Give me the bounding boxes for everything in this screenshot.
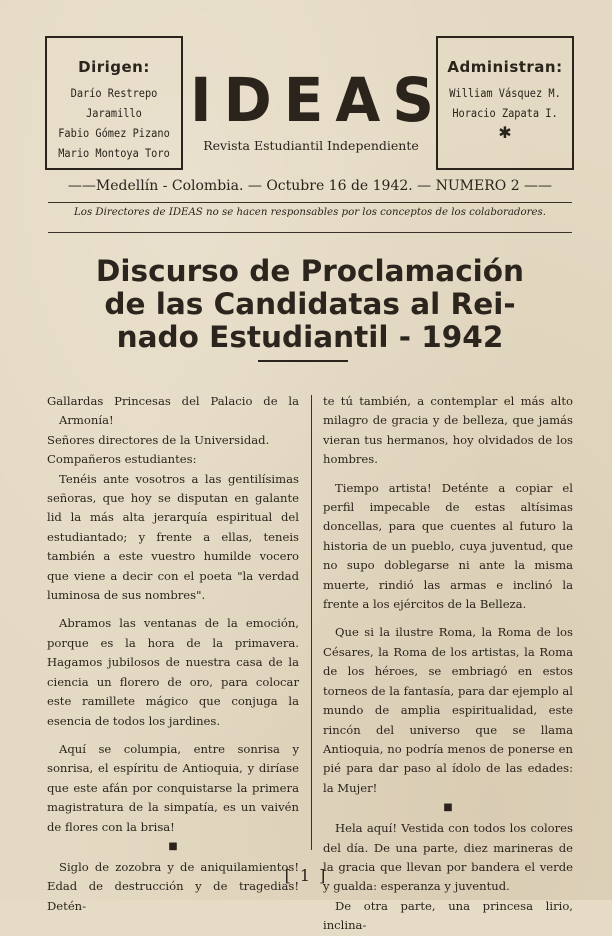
directors-names	[52, 84, 175, 164]
paragraph: Que si la ilustre Roma, la Roma de los Césares, la Roma de los artistas, la Roma de los héroes, se embriagó en estos torneos de la fantasía, para dar ejemplo al mundo de amplia espiritualidad, este rincón del universo que se llama Antioquia, no podría menos de ponerse en pié para dar paso al ídolo de las edades: la Mujer!	[323, 625, 573, 795]
paragraph: Aquí se columpia, entre sonrisa y sonrisa, el espíritu de Antioquia, y diríase que este afán por conquistarse la primera magistratura de la simpatía, es un vaivén de flores con la brisa!	[47, 741, 299, 834]
paragraph: Señores directores de la Universidad.	[47, 432, 270, 447]
section-marker-icon: ■	[168, 840, 178, 852]
magazine-logo: IDEAS	[190, 64, 447, 136]
directors-box	[45, 36, 183, 170]
administrators-title: Administran:	[447, 58, 563, 76]
headline-line: nado Estudiantil - 1942	[116, 320, 504, 354]
page-number: [ 1 ]	[284, 866, 328, 885]
paragraph: te tú también, a contemplar el más alto milagro de gracia y de belleza, que jamás vieran tus hermanos, hoy olvidados de los hombres.	[323, 394, 573, 467]
paragraph: Abramos las ventanas de la emoción, porque es la hora de la primavera. Hagamos jubilosos de nuestra casa de la ciencia un florero de oro, para colocar este ramillete mágico que conjuga la esencia de todos los jardines.	[47, 616, 299, 728]
article-column-right	[323, 392, 573, 936]
director-name: Mario Montoya Toro	[58, 147, 170, 160]
dateline: ——Medellín - Colombia. — Octubre 16 de 1942. — NUMERO 2 ——	[67, 178, 553, 194]
article-column-left	[47, 392, 299, 916]
headline-underline	[258, 360, 348, 362]
magazine-subtitle: Revista Estudiantil Independiente	[203, 138, 419, 153]
column-divider	[311, 395, 312, 850]
paragraph: Compañeros estudiantes:	[47, 452, 197, 467]
section-marker-icon: ■	[443, 802, 453, 814]
director-name: Darío Restrepo Jaramillo	[70, 87, 158, 120]
editorial-disclaimer: Los Directores de IDEAS no se hacen responsables por los conceptos de los colaboradores.	[74, 207, 546, 218]
directors-title: Dirigen:	[78, 58, 150, 76]
paragraph: Gallardas Princesas del Palacio de la Armonía!	[47, 394, 299, 428]
paragraph: Siglo de zozobra y de aniquilamientos! Edad de destrucción y de tragedias! Detén-	[47, 859, 299, 913]
paragraph: De otra parte, una princesa lirio, inclina-	[323, 898, 573, 933]
article-headline	[40, 255, 580, 354]
paragraph: Hela aquí! Vestida con todos los colores del día. De una parte, diez marineras de la gracia que llevan por bandera el verde y gualda: esperanza y juventud.	[323, 821, 573, 894]
paragraph: Tenéis ante vosotros a las gentilísimas señoras, que hoy se disputan en galante lid la más alta jerarquía espiritual del estudiantado; y frente a ellas, teneis también a este vuestro humilde vocero que viene a decir con el poeta "la verdad luminosa de sus nombres".	[47, 471, 299, 603]
paragraph: Tiempo artista! Deténte a copiar el perfil impecable de estas altísimas doncellas, para que cuentes al futuro la historia de un pueblo, cuya juventud, que no supo doblegarse ni ante la misma muerte, rindió las armas e inclinó la frente a los ejércitos de la Belleza.	[323, 480, 573, 612]
divider-rule	[48, 202, 572, 203]
administrators-names	[443, 84, 566, 124]
administrators-box	[436, 36, 574, 170]
headline-line: de las Candidatas al Rei-	[104, 287, 516, 321]
administrator-name: William Vásquez M.	[449, 87, 561, 100]
headline-line: Discurso de Proclamación	[95, 254, 525, 288]
star-ornament-icon: ✱	[498, 123, 512, 142]
director-name: Fabio Gómez Pizano	[58, 127, 170, 140]
divider-rule	[48, 232, 572, 233]
administrator-name: Horacio Zapata I.	[452, 107, 558, 120]
